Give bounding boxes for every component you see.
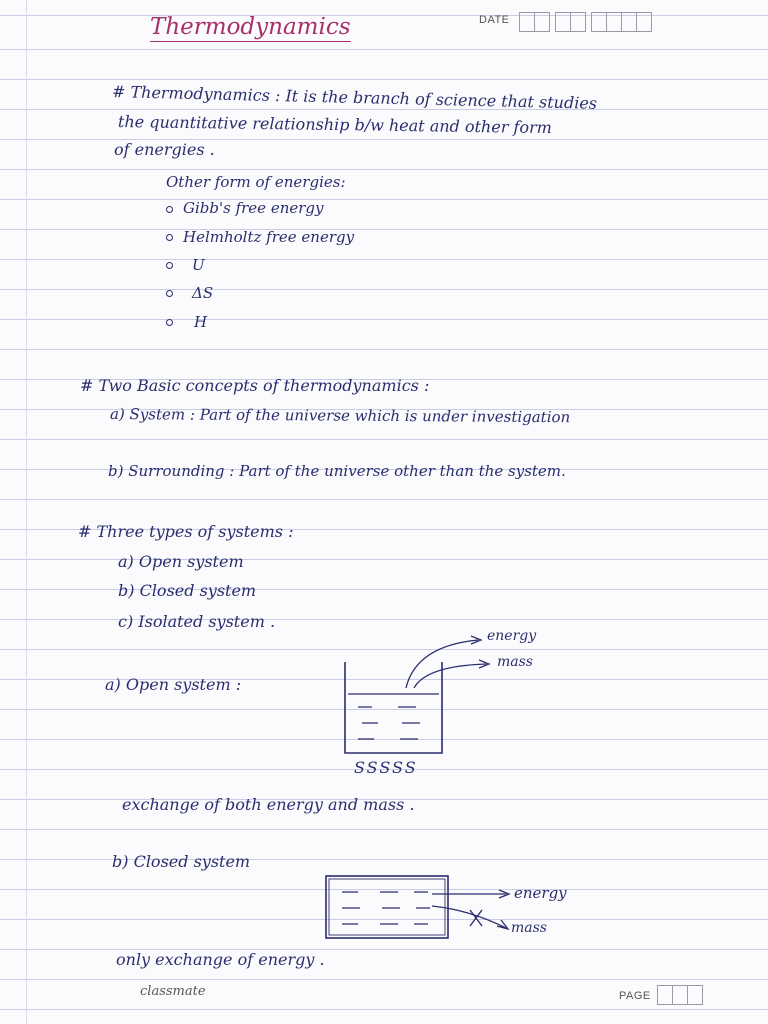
heat-marks: SSSSS: [354, 758, 418, 777]
energy-item: ΔS: [192, 284, 214, 302]
bullet-dot: [166, 290, 173, 297]
date-label: DATE: [479, 14, 510, 26]
system-definition: a) System : Part of the universe which is under investigation: [109, 405, 571, 427]
definition-line-3: of energies .: [114, 140, 215, 159]
page-number-boxes: [658, 985, 709, 1005]
closed-mass-label: mass: [511, 920, 547, 936]
open-system-label: a) Open system :: [105, 675, 242, 694]
page-number-label: PAGE: [619, 990, 651, 1002]
closed-energy-label: energy: [514, 884, 567, 902]
margin-line: [26, 0, 27, 1024]
bullet-dot: [166, 262, 173, 269]
system-type-item: c) Isolated system .: [118, 612, 276, 631]
bullet-dot: [166, 206, 173, 213]
system-type-item: a) Open system: [118, 552, 244, 571]
definition-line-1: # Thermodynamics : It is the branch of science that studies: [111, 82, 598, 113]
closed-system-caption: only exchange of energy .: [116, 950, 325, 969]
energies-subheading: Other form of energies:: [166, 173, 346, 191]
energy-item: U: [192, 256, 205, 274]
surrounding-definition: b) Surrounding : Part of the universe other than the system.: [108, 462, 566, 480]
open-system-diagram: [340, 628, 580, 768]
system-type-item: b) Closed system: [118, 581, 257, 600]
bullet-dot: [166, 234, 173, 241]
closed-system-label: b) Closed system: [112, 852, 251, 871]
energy-item: Gibb's free energy: [183, 199, 324, 217]
date-boxes: [520, 12, 658, 32]
types-heading: # Three types of systems :: [78, 522, 294, 541]
definition-line-2: the quantitative relationship b/w heat and other form: [117, 112, 553, 138]
open-system-caption: exchange of both energy and mass .: [122, 795, 415, 814]
page-title: Thermodynamics: [150, 14, 351, 40]
energy-item: H: [194, 313, 208, 331]
open-energy-label: energy: [487, 628, 537, 644]
open-mass-label: mass: [497, 654, 533, 670]
concepts-heading: # Two Basic concepts of thermodynamics :: [80, 376, 430, 395]
brand-logo: classmate: [140, 984, 206, 999]
bullet-dot: [166, 319, 173, 326]
energy-item: Helmholtz free energy: [183, 228, 355, 246]
